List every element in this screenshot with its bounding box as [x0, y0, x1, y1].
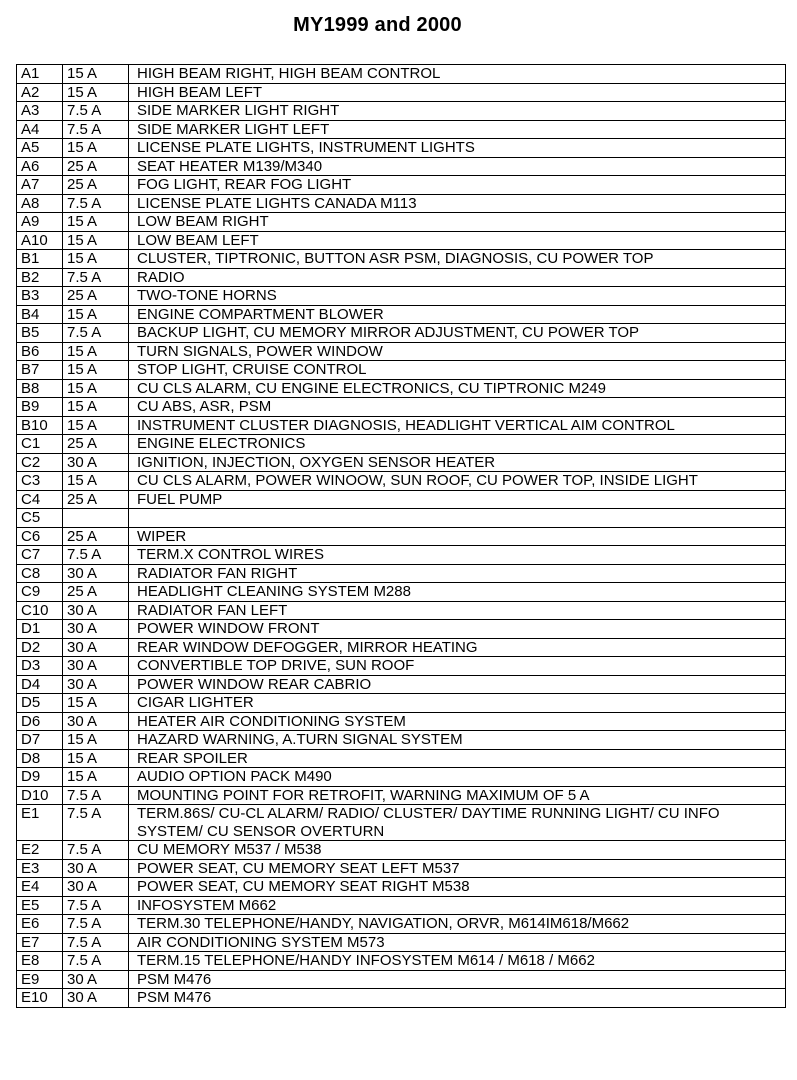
- table-row: [17, 472, 786, 491]
- fuse-amperage-cell: 7.5 A: [63, 933, 129, 952]
- table-row: [17, 231, 786, 250]
- fuse-amperage-cell: 15 A: [63, 472, 129, 491]
- fuse-amperage-cell: 30 A: [63, 712, 129, 731]
- fuse-description-cell: POWER SEAT, CU MEMORY SEAT RIGHT M538: [129, 878, 786, 897]
- fuse-id-cell: E6: [17, 915, 63, 934]
- fuse-amperage-cell: 25 A: [63, 490, 129, 509]
- fuse-amperage-cell: 7.5 A: [63, 268, 129, 287]
- table-row: [17, 749, 786, 768]
- fuse-amperage-cell: 7.5 A: [63, 915, 129, 934]
- fuse-amperage-cell: 15 A: [63, 305, 129, 324]
- table-row: [17, 694, 786, 713]
- fuse-description-cell: IGNITION, INJECTION, OXYGEN SENSOR HEATER: [129, 453, 786, 472]
- fuse-amperage-cell: 15 A: [63, 731, 129, 750]
- table-row: [17, 638, 786, 657]
- fuse-description-cell: BACKUP LIGHT, CU MEMORY MIRROR ADJUSTMENT, CU POWER TOP: [129, 324, 786, 343]
- fuse-id-cell: B8: [17, 379, 63, 398]
- fuse-amperage-cell: 15 A: [63, 768, 129, 787]
- fuse-id-cell: E2: [17, 841, 63, 860]
- fuse-description-cell: HAZARD WARNING, A.TURN SIGNAL SYSTEM: [129, 731, 786, 750]
- fuse-id-cell: B7: [17, 361, 63, 380]
- table-row: [17, 915, 786, 934]
- fuse-id-cell: C1: [17, 435, 63, 454]
- fuse-table-body: [17, 65, 786, 1008]
- fuse-amperage-cell: 15 A: [63, 749, 129, 768]
- fuse-description-cell: LICENSE PLATE LIGHTS CANADA M113: [129, 194, 786, 213]
- fuse-amperage-cell: 30 A: [63, 601, 129, 620]
- fuse-description-cell: PSM M476: [129, 989, 786, 1008]
- table-row: [17, 65, 786, 84]
- fuse-description-cell: CU ABS, ASR, PSM: [129, 398, 786, 417]
- fuse-description-cell: AUDIO OPTION PACK M490: [129, 768, 786, 787]
- fuse-id-cell: D7: [17, 731, 63, 750]
- table-row: [17, 379, 786, 398]
- fuse-amperage-cell: 15 A: [63, 65, 129, 84]
- table-row: [17, 527, 786, 546]
- table-row: [17, 841, 786, 860]
- fuse-id-cell: D6: [17, 712, 63, 731]
- table-row: [17, 712, 786, 731]
- table-row: [17, 546, 786, 565]
- table-row: [17, 435, 786, 454]
- fuse-id-cell: B4: [17, 305, 63, 324]
- fuse-amperage-cell: 15 A: [63, 342, 129, 361]
- fuse-id-cell: A2: [17, 83, 63, 102]
- fuse-description-cell: CIGAR LIGHTER: [129, 694, 786, 713]
- fuse-id-cell: A9: [17, 213, 63, 232]
- table-row: [17, 805, 786, 841]
- fuse-id-cell: A7: [17, 176, 63, 195]
- fuse-id-cell: E5: [17, 896, 63, 915]
- fuse-description-cell: RADIATOR FAN RIGHT: [129, 564, 786, 583]
- fuse-amperage-cell: 7.5 A: [63, 194, 129, 213]
- fuse-amperage-cell: 7.5 A: [63, 120, 129, 139]
- fuse-amperage-cell: 7.5 A: [63, 896, 129, 915]
- fuse-amperage-cell: 30 A: [63, 878, 129, 897]
- fuse-amperage-cell: 25 A: [63, 176, 129, 195]
- fuse-amperage-cell: 25 A: [63, 157, 129, 176]
- fuse-id-cell: C2: [17, 453, 63, 472]
- fuse-description-cell: FUEL PUMP: [129, 490, 786, 509]
- table-row: [17, 490, 786, 509]
- fuse-description-cell: CLUSTER, TIPTRONIC, BUTTON ASR PSM, DIAGNOSIS, CU POWER TOP: [129, 250, 786, 269]
- fuse-id-cell: A1: [17, 65, 63, 84]
- fuse-description-cell: INFOSYSTEM M662: [129, 896, 786, 915]
- fuse-id-cell: E4: [17, 878, 63, 897]
- fuse-id-cell: B5: [17, 324, 63, 343]
- table-row: [17, 601, 786, 620]
- fuse-description-cell: POWER SEAT, CU MEMORY SEAT LEFT M537: [129, 859, 786, 878]
- fuse-id-cell: A3: [17, 102, 63, 121]
- fuse-description-cell: MOUNTING POINT FOR RETROFIT, WARNING MAXIMUM OF 5 A: [129, 786, 786, 805]
- table-row: [17, 675, 786, 694]
- table-row: [17, 989, 786, 1008]
- fuse-description-cell: HIGH BEAM RIGHT, HIGH BEAM CONTROL: [129, 65, 786, 84]
- fuse-description-cell: [129, 509, 786, 528]
- table-row: [17, 509, 786, 528]
- fuse-id-cell: E3: [17, 859, 63, 878]
- fuse-id-cell: B2: [17, 268, 63, 287]
- table-row: [17, 878, 786, 897]
- fuse-amperage-cell: 15 A: [63, 361, 129, 380]
- fuse-description-cell: SEAT HEATER M139/M340: [129, 157, 786, 176]
- table-row: [17, 361, 786, 380]
- table-row: [17, 342, 786, 361]
- fuse-description-cell: RADIO: [129, 268, 786, 287]
- fuse-description-cell: CU MEMORY M537 / M538: [129, 841, 786, 860]
- table-row: [17, 194, 786, 213]
- fuse-amperage-cell: 30 A: [63, 657, 129, 676]
- fuse-id-cell: E10: [17, 989, 63, 1008]
- fuse-description-cell: CU CLS ALARM, POWER WINOOW, SUN ROOF, CU POWER TOP, INSIDE LIGHT: [129, 472, 786, 491]
- fuse-description-cell: SIDE MARKER LIGHT LEFT: [129, 120, 786, 139]
- fuse-amperage-cell: 30 A: [63, 859, 129, 878]
- fuse-description-cell: CU CLS ALARM, CU ENGINE ELECTRONICS, CU TIPTRONIC M249: [129, 379, 786, 398]
- fuse-id-cell: A8: [17, 194, 63, 213]
- fuse-id-cell: C4: [17, 490, 63, 509]
- fuse-id-cell: E7: [17, 933, 63, 952]
- fuse-id-cell: E8: [17, 952, 63, 971]
- page-title: MY1999 and 2000: [293, 14, 462, 36]
- fuse-description-cell: POWER WINDOW REAR CABRIO: [129, 675, 786, 694]
- fuse-amperage-cell: 15 A: [63, 416, 129, 435]
- fuse-amperage-cell: 15 A: [63, 250, 129, 269]
- fuse-id-cell: C10: [17, 601, 63, 620]
- fuse-id-cell: A4: [17, 120, 63, 139]
- fuse-description-cell: LOW BEAM RIGHT: [129, 213, 786, 232]
- table-row: [17, 970, 786, 989]
- fuse-description-cell: RADIATOR FAN LEFT: [129, 601, 786, 620]
- fuse-description-cell: HEADLIGHT CLEANING SYSTEM M288: [129, 583, 786, 602]
- fuse-description-cell: AIR CONDITIONING SYSTEM M573: [129, 933, 786, 952]
- fuse-id-cell: D9: [17, 768, 63, 787]
- fuse-amperage-cell: 15 A: [63, 379, 129, 398]
- fuse-id-cell: D3: [17, 657, 63, 676]
- fuse-id-cell: B3: [17, 287, 63, 306]
- fuse-description-cell: FOG LIGHT, REAR FOG LIGHT: [129, 176, 786, 195]
- table-row: [17, 287, 786, 306]
- table-row: [17, 933, 786, 952]
- fuse-description-cell: SIDE MARKER LIGHT RIGHT: [129, 102, 786, 121]
- fuse-id-cell: A6: [17, 157, 63, 176]
- table-row: [17, 952, 786, 971]
- table-row: [17, 657, 786, 676]
- table-row: [17, 453, 786, 472]
- fuse-description-cell: INSTRUMENT CLUSTER DIAGNOSIS, HEADLIGHT VERTICAL AIM CONTROL: [129, 416, 786, 435]
- fuse-amperage-cell: 25 A: [63, 527, 129, 546]
- table-row: [17, 398, 786, 417]
- fuse-id-cell: A5: [17, 139, 63, 158]
- table-row: [17, 768, 786, 787]
- fuse-amperage-cell: 7.5 A: [63, 786, 129, 805]
- fuse-amperage-cell: 30 A: [63, 564, 129, 583]
- fuse-description-cell: POWER WINDOW FRONT: [129, 620, 786, 639]
- fuse-id-cell: C3: [17, 472, 63, 491]
- fuse-amperage-cell: [63, 509, 129, 528]
- fuse-amperage-cell: 7.5 A: [63, 546, 129, 565]
- fuse-amperage-cell: 25 A: [63, 583, 129, 602]
- fuse-amperage-cell: 7.5 A: [63, 324, 129, 343]
- fuse-amperage-cell: 30 A: [63, 620, 129, 639]
- fuse-amperage-cell: 15 A: [63, 213, 129, 232]
- fuse-amperage-cell: 7.5 A: [63, 841, 129, 860]
- table-row: [17, 896, 786, 915]
- fuse-description-cell: TURN SIGNALS, POWER WINDOW: [129, 342, 786, 361]
- fuse-amperage-cell: 30 A: [63, 675, 129, 694]
- fuse-id-cell: D2: [17, 638, 63, 657]
- fuse-id-cell: C7: [17, 546, 63, 565]
- table-row: [17, 83, 786, 102]
- fuse-id-cell: D5: [17, 694, 63, 713]
- fuse-amperage-cell: 25 A: [63, 435, 129, 454]
- table-row: [17, 157, 786, 176]
- table-row: [17, 620, 786, 639]
- fuse-id-cell: C6: [17, 527, 63, 546]
- fuse-amperage-cell: 30 A: [63, 453, 129, 472]
- fuse-description-cell: HIGH BEAM LEFT: [129, 83, 786, 102]
- fuse-table: [16, 64, 786, 1008]
- fuse-id-cell: B1: [17, 250, 63, 269]
- table-row: [17, 416, 786, 435]
- table-row: [17, 213, 786, 232]
- fuse-id-cell: E1: [17, 805, 63, 841]
- fuse-id-cell: C8: [17, 564, 63, 583]
- table-row: [17, 564, 786, 583]
- fuse-id-cell: B6: [17, 342, 63, 361]
- fuse-amperage-cell: 7.5 A: [63, 102, 129, 121]
- table-row: [17, 859, 786, 878]
- fuse-description-cell: CONVERTIBLE TOP DRIVE, SUN ROOF: [129, 657, 786, 676]
- fuse-description-cell: TERM.86S/ CU-CL ALARM/ RADIO/ CLUSTER/ DAYTIME RUNNING LIGHT/ CU INFO SYSTEM/ CU SENSOR OVERTURN: [129, 805, 786, 841]
- fuse-id-cell: E9: [17, 970, 63, 989]
- fuse-description-cell: ENGINE COMPARTMENT BLOWER: [129, 305, 786, 324]
- fuse-id-cell: A10: [17, 231, 63, 250]
- table-row: [17, 250, 786, 269]
- fuse-description-cell: PSM M476: [129, 970, 786, 989]
- fuse-id-cell: C9: [17, 583, 63, 602]
- fuse-id-cell: C5: [17, 509, 63, 528]
- table-row: [17, 786, 786, 805]
- fuse-description-cell: WIPER: [129, 527, 786, 546]
- fuse-description-cell: TERM.15 TELEPHONE/HANDY INFOSYSTEM M614 / M618 / M662: [129, 952, 786, 971]
- fuse-amperage-cell: 7.5 A: [63, 805, 129, 841]
- fuse-amperage-cell: 15 A: [63, 694, 129, 713]
- fuse-description-cell: REAR SPOILER: [129, 749, 786, 768]
- fuse-amperage-cell: 15 A: [63, 139, 129, 158]
- fuse-amperage-cell: 15 A: [63, 83, 129, 102]
- table-row: [17, 324, 786, 343]
- fuse-amperage-cell: 30 A: [63, 989, 129, 1008]
- fuse-description-cell: REAR WINDOW DEFOGGER, MIRROR HEATING: [129, 638, 786, 657]
- table-row: [17, 268, 786, 287]
- fuse-id-cell: B10: [17, 416, 63, 435]
- fuse-id-cell: D8: [17, 749, 63, 768]
- table-row: [17, 583, 786, 602]
- fuse-id-cell: D4: [17, 675, 63, 694]
- table-row: [17, 176, 786, 195]
- table-row: [17, 305, 786, 324]
- table-row: [17, 102, 786, 121]
- fuse-amperage-cell: 15 A: [63, 398, 129, 417]
- table-row: [17, 139, 786, 158]
- fuse-description-cell: TERM.X CONTROL WIRES: [129, 546, 786, 565]
- fuse-description-cell: LOW BEAM LEFT: [129, 231, 786, 250]
- fuse-amperage-cell: 25 A: [63, 287, 129, 306]
- fuse-id-cell: D1: [17, 620, 63, 639]
- fuse-description-cell: LICENSE PLATE LIGHTS, INSTRUMENT LIGHTS: [129, 139, 786, 158]
- fuse-description-cell: TWO-TONE HORNS: [129, 287, 786, 306]
- fuse-amperage-cell: 15 A: [63, 231, 129, 250]
- fuse-description-cell: STOP LIGHT, CRUISE CONTROL: [129, 361, 786, 380]
- fuse-amperage-cell: 7.5 A: [63, 952, 129, 971]
- fuse-id-cell: D10: [17, 786, 63, 805]
- fuse-description-cell: ENGINE ELECTRONICS: [129, 435, 786, 454]
- fuse-amperage-cell: 30 A: [63, 638, 129, 657]
- fuse-description-cell: HEATER AIR CONDITIONING SYSTEM: [129, 712, 786, 731]
- fuse-id-cell: B9: [17, 398, 63, 417]
- fuse-description-cell: TERM.30 TELEPHONE/HANDY, NAVIGATION, ORVR, M614IM618/M662: [129, 915, 786, 934]
- table-row: [17, 731, 786, 750]
- fuse-amperage-cell: 30 A: [63, 970, 129, 989]
- table-row: [17, 120, 786, 139]
